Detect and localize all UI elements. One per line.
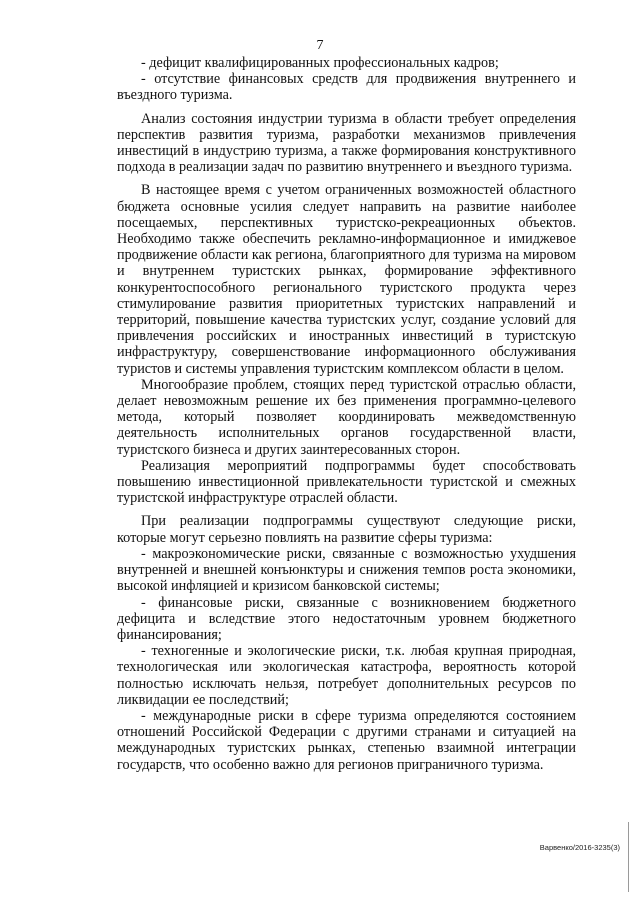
paragraph-10: - техногенные и экологические риски, т.к. любая крупная природная, технологическая или экологическая катастрофа, вероятность которой полностью исключать нельзя, потребует дополнительных ресурсов по ликвидации ее последствий; [117, 643, 576, 708]
paragraph-6: Реализация мероприятий подпрограммы будет способствовать повышению инвестиционной привлекательности туристской и смежных туристской инфраструктуре отраслей области. [117, 457, 576, 507]
paragraph-2: - отсутствие финансовых средств для продвижения внутреннего и въездного туризма. [117, 71, 576, 104]
scan-edge-line [628, 822, 629, 892]
paragraph-11: - международные риски в сфере туризма определяются состоянием отношений Российской Федерации с другими странами и ситуацией на международных туристских рынках, степенью взаимной интеграции государств, что особенно важно для регионов приграничного туризма. [117, 707, 576, 773]
document-registration-code: Варвенко/2016-3235(3) [539, 843, 620, 852]
page-number: 7 [316, 38, 324, 53]
document-body [117, 55, 576, 773]
paragraph-7: При реализации подпрограммы существуют следующие риски, которые могут серьезно повлиять на развитие сферы туризма: [117, 513, 576, 546]
paragraph-9: - финансовые риски, связанные с возникновением бюджетного дефицита и вследствие этого недостаточным уровнем бюджетного финансирования; [117, 594, 576, 643]
paragraph-1: - дефицит квалифицированных профессиональных кадров; [141, 55, 499, 71]
paragraph-3: Анализ состояния индустрии туризма в области требует определения перспектив развития туризма, разработки механизмов привлечения инвестиций в индустрию туризма, а также формирования конструктивного подхода в реализации задач по развитию внутреннего и въездного туризма. [117, 110, 576, 176]
paragraph-4: В настоящее время с учетом ограниченных возможностей областного бюджета основные усилия следует направить на развитие наиболее посещаемых, перспективных туристско-рекреационных объектов. Необходимо также обеспечить рекламно-информационное и имиджевое продвижение области как региона, благоприятного для туризма на мировом и внутреннем туристских рынках, формирование эффективного конкурентоспособного регионального туристского продукта через стимулирование развития приоритетных туристских направлений и территорий, повышение качества туристских услуг, создание условий для привлечения российских и иностранных инвестиций в туристскую инфраструктуру, совершенствование информационного обслуживания туристов и системы управления туристским комплексом области в целом. [117, 182, 576, 377]
paragraph-5: Многообразие проблем, стоящих перед туристской отраслью области, делает невозможным решение их без применения программно-целевого метода, который позволяет координировать межведомственную деятельность исполнительных органов государственной власти, туристского бизнеса и других заинтересованных сторон. [117, 376, 576, 458]
paragraph-8: - макроэкономические риски, связанные с возможностью ухудшения внутренней и внешней конъюнктуры и снижения темпов роста экономики, высокой инфляцией и кризисом банковской системы; [117, 545, 576, 595]
